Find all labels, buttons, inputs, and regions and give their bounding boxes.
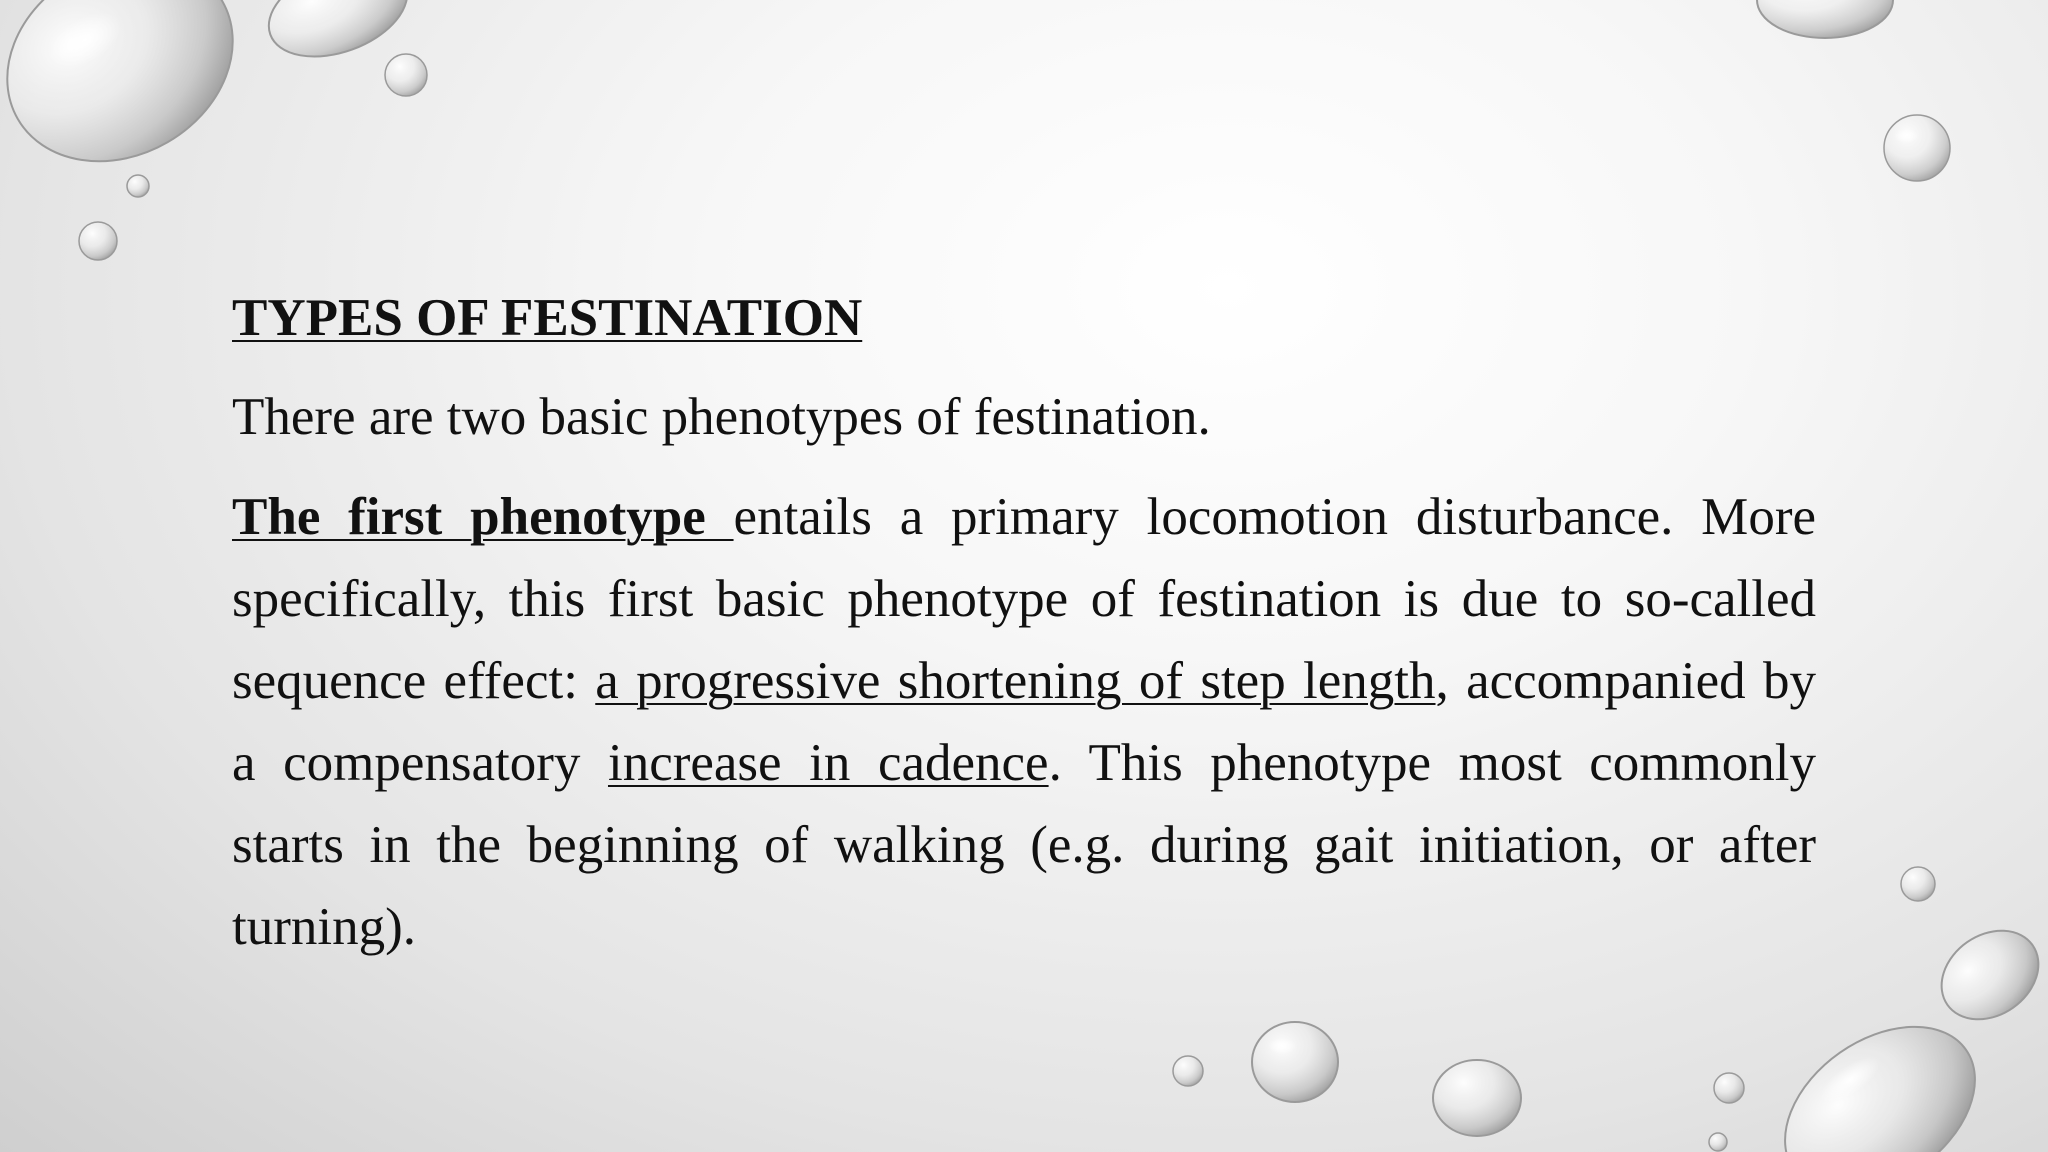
first-phenotype-label: The first phenotype xyxy=(232,488,734,546)
droplet-icon xyxy=(1757,0,1893,38)
droplet-icon xyxy=(79,222,117,260)
step-length-phrase: a progressive shortening of step length xyxy=(595,652,1436,710)
droplet-icon xyxy=(1714,1073,1744,1103)
droplet-icon xyxy=(1252,1022,1338,1102)
droplet-icon xyxy=(256,0,420,74)
droplet-icon xyxy=(1173,1056,1203,1086)
droplet-icon xyxy=(1433,1060,1521,1136)
droplet-icon xyxy=(127,175,149,197)
slide-heading: TYPES OF FESTINATION xyxy=(232,289,863,347)
intro-paragraph: There are two basic phenotypes of festination. xyxy=(232,388,1211,446)
paragraph-text: . This phenotype most commonly starts in the beginning of walking (e.g. during gait initiation, or after turning). xyxy=(232,734,1816,956)
droplet-icon xyxy=(1884,115,1950,181)
cadence-phrase: increase in cadence xyxy=(607,734,1049,792)
droplet-icon xyxy=(1709,1133,1727,1151)
phenotype-paragraph xyxy=(232,476,1816,968)
droplet-icon xyxy=(1924,912,2048,1037)
paragraph-text: entails a primary locomotion disturbance. More specifically, this first basic phenotype of festination is due to so-called sequence effect: xyxy=(232,488,1816,710)
slide-content xyxy=(232,278,1816,986)
droplet-icon xyxy=(0,0,270,201)
paragraph-text: , accompanied by a compensatory xyxy=(232,652,1816,792)
droplet-icon xyxy=(385,54,427,96)
droplet-icon xyxy=(1754,992,2006,1152)
droplet-icon xyxy=(1901,867,1935,901)
